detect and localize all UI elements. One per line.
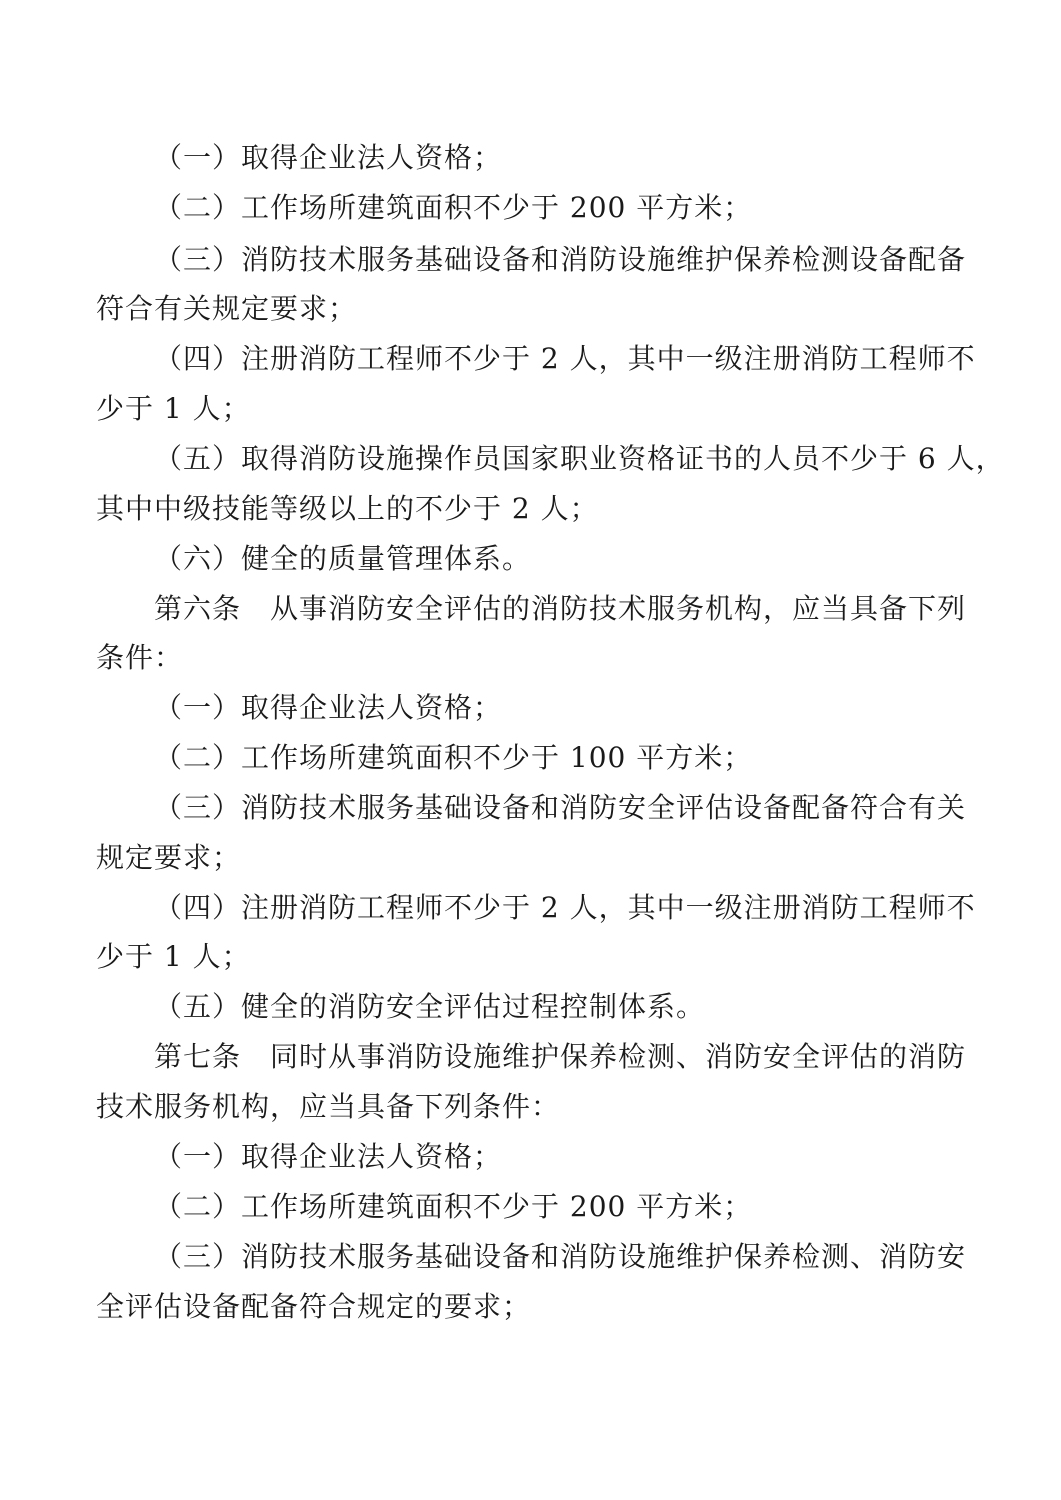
article-heading-line: 第六条 从事消防安全评估的消防技术服务机构，应当具备下列 — [154, 592, 967, 625]
text-line: （四）注册消防工程师不少于 2 人，其中一级注册消防工程师不 — [154, 342, 976, 375]
text-line: 少于 1 人； — [96, 940, 251, 973]
text-line: （六）健全的质量管理体系。 — [154, 542, 532, 575]
text-line: （五）健全的消防安全评估过程控制体系。 — [154, 990, 706, 1023]
text-line: （四）注册消防工程师不少于 2 人，其中一级注册消防工程师不 — [154, 891, 976, 924]
text-line: （五）取得消防设施操作员国家职业资格证书的人员不少于 6 人， — [154, 442, 1005, 475]
article-heading-line: 第七条 同时从事消防设施维护保养检测、消防安全评估的消防 — [154, 1040, 967, 1073]
text-line: 符合有关规定要求； — [96, 292, 358, 325]
text-line: （二）工作场所建筑面积不少于 200 平方米； — [154, 191, 753, 224]
text-line: 条件： — [96, 641, 184, 674]
text-line: （三）消防技术服务基础设备和消防设施维护保养检测、消防安 — [154, 1240, 967, 1273]
text-line: 规定要求； — [96, 841, 242, 874]
text-line: （一）取得企业法人资格； — [154, 691, 503, 724]
text-line: （三）消防技术服务基础设备和消防设施维护保养检测设备配备 — [154, 243, 967, 276]
text-line: 其中中级技能等级以上的不少于 2 人； — [96, 492, 599, 525]
text-line: 全评估设备配备符合规定的要求； — [96, 1290, 532, 1323]
text-line: （二）工作场所建筑面积不少于 200 平方米； — [154, 1190, 753, 1223]
text-line: 技术服务机构，应当具备下列条件： — [96, 1090, 561, 1123]
text-line: （一）取得企业法人资格； — [154, 1140, 503, 1173]
text-line: （三）消防技术服务基础设备和消防安全评估设备配备符合有关 — [154, 791, 967, 824]
text-line: 少于 1 人； — [96, 392, 251, 425]
text-line: （二）工作场所建筑面积不少于 100 平方米； — [154, 741, 753, 774]
text-line: （一）取得企业法人资格； — [154, 141, 503, 174]
